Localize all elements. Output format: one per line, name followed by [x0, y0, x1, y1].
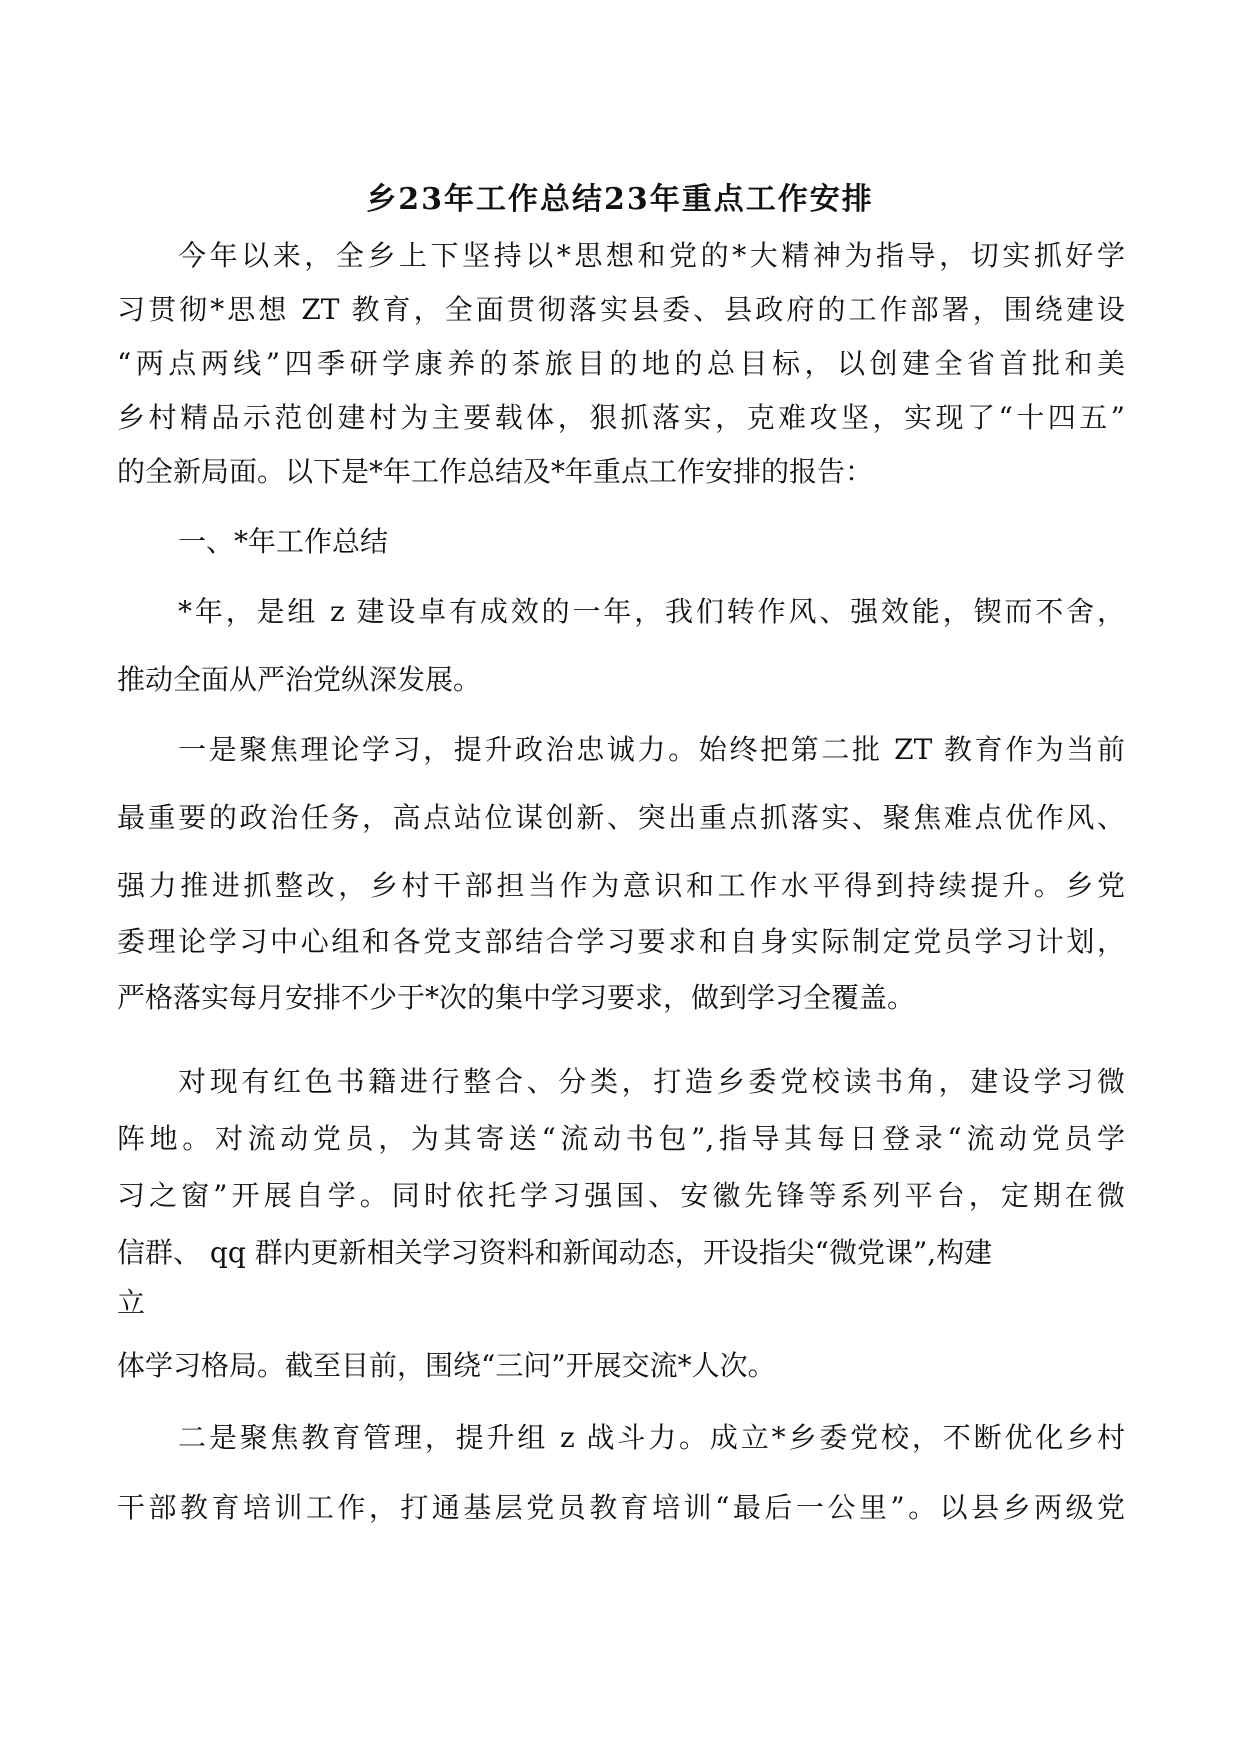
body-line: 习贯彻*思想 ZT 教育，全面贯彻落实县委、县政府的工作部署，围绕建设	[117, 293, 1125, 326]
body-line: 推动全面从严治党纵深发展。	[117, 663, 482, 696]
body-line: 立	[117, 1286, 146, 1319]
body-line: 一是聚焦理论学习，提升政治忠诚力。始终把第二批 ZT 教育作为当前	[178, 733, 1125, 766]
body-line: 信群、 qq 群内更新相关学习资料和新闻动态，开设指尖“微党课”,构建	[117, 1236, 993, 1269]
body-line: “两点两线”四季研学康养的茶旅目的地的总目标，以创建全省首批和美	[117, 347, 1125, 380]
body-line: 对现有红色书籍进行整合、分类，打造乡委党校读书角，建设学习微	[178, 1065, 1125, 1098]
body-line: 的全新局面。以下是*年工作总结及*年重点工作安排的报告：	[117, 455, 874, 488]
body-line: 干部教育培训工作，打通基层党员教育培训“最后一公里”。以县乡两级党	[117, 1491, 1125, 1524]
body-line: 严格落实每月安排不少于*次的集中学习要求，做到学习全覆盖。	[117, 981, 916, 1014]
section-heading: 一、*年工作总结	[178, 525, 389, 558]
body-line: *年，是组 z 建设卓有成效的一年，我们转作风、强效能，锲而不舍，	[178, 595, 1125, 628]
body-line: 委理论学习中心组和各党支部结合学习要求和自身实际制定党员学习计划，	[117, 925, 1125, 958]
body-line: 最重要的政治任务，高点站位谋创新、突出重点抓落实、聚焦难点优作风、	[117, 801, 1125, 834]
body-line: 强力推进抓整改，乡村干部担当作为意识和工作水平得到持续提升。乡党	[117, 869, 1125, 902]
body-line: 体学习格局。截至目前，围绕“三问”开展交流*人次。	[117, 1349, 776, 1382]
body-line: 阵地。对流动党员，为其寄送“流动书包”,指导其每日登录“流动党员学	[117, 1122, 1125, 1155]
body-line: 二是聚焦教育管理，提升组 z 战斗力。成立*乡委党校，不断优化乡村	[178, 1421, 1125, 1454]
body-line: 乡村精品示范创建村为主要载体，狠抓落实，克难攻坚，实现了“十四五”	[117, 401, 1125, 434]
body-line: 习之窗”开展自学。同时依托学习强国、安徽先锋等系列平台，定期在微	[117, 1179, 1125, 1212]
body-line: 今年以来，全乡上下坚持以*思想和党的*大精神为指导，切实抓好学	[178, 239, 1125, 272]
document-title: 乡23年工作总结23年重点工作安排	[366, 182, 874, 217]
